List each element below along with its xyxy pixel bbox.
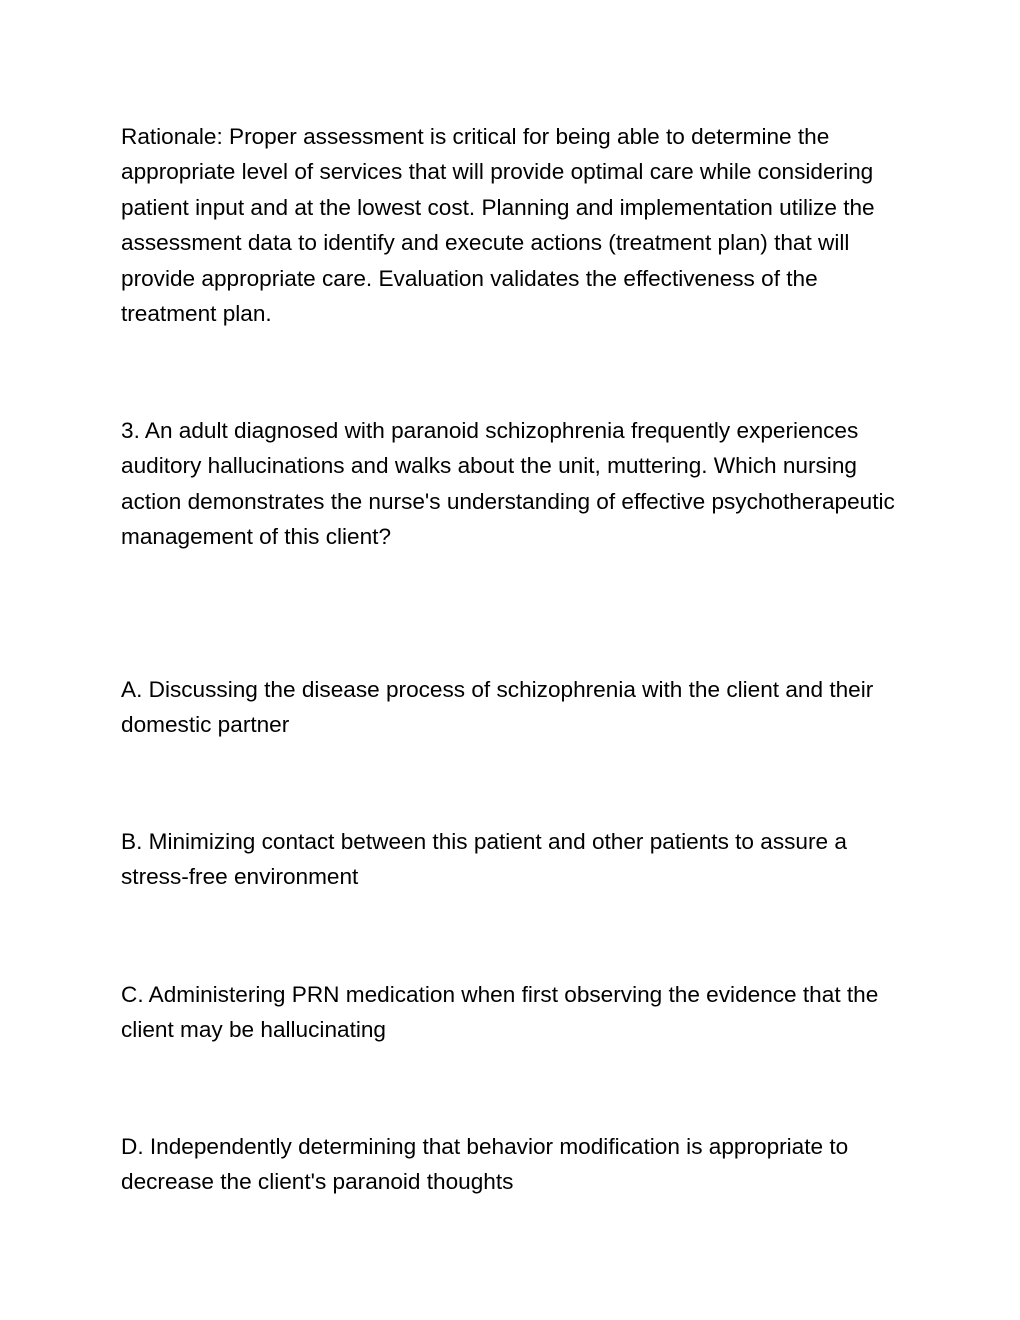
answer-option-c: C. Administering PRN medication when first observing the evidence that the client may be hallucinating <box>121 982 879 1043</box>
question-text: 3. An adult diagnosed with paranoid schizophrenia frequently experiences auditory hallucinations and walks about the unit, muttering. Which nursing action demonstrates the nurse's understanding of effective psychotherapeutic management of this client? <box>121 418 895 550</box>
answer-option-d: D. Independently determining that behavior modification is appropriate to decrease the client's paranoid thoughts <box>121 1134 849 1195</box>
rationale-paragraph: Rationale: Proper assessment is critical for being able to determine the appropriate level of services that will provide optimal care while considering patient input and at the lowest cost. Planning and implementation utilize the assessment data to identify and execute actions (treatment plan) that will provide appropriate care. Evaluation validates the effectiveness of the treatment plan. <box>121 124 875 327</box>
answer-option-a: A. Discussing the disease process of schizophrenia with the client and their domestic partner <box>121 677 874 738</box>
answer-option-b: B. Minimizing contact between this patient and other patients to assure a stress-free environment <box>121 829 847 890</box>
